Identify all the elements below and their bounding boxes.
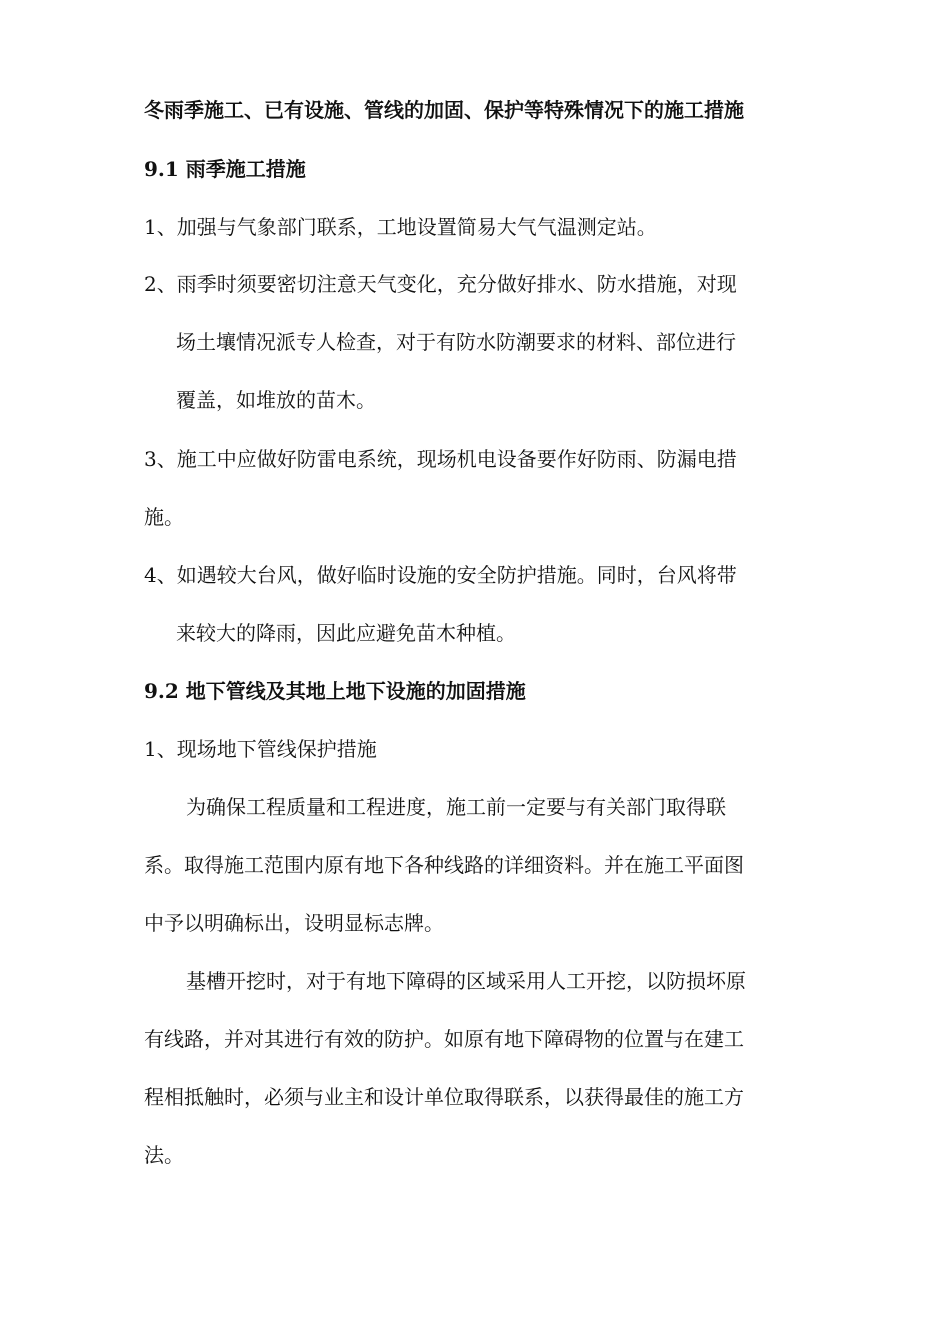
paragraph-1-line-1: 为确保工程质量和工程进度，施工前一定要与有关部门取得联 [186, 795, 726, 819]
document-title: 冬雨季施工、已有设施、管线的加固、保护等特殊情况下的施工措施 [144, 98, 744, 122]
subsection-item-1: 1、现场地下管线保护措施 [144, 737, 377, 761]
list-item-3-line-1: 3、施工中应做好防雷电系统，现场机电设备要作好防雨、防漏电措 [144, 447, 737, 471]
paragraph-1-line-2: 系。取得施工范围内原有地下各种线路的详细资料。并在施工平面图 [144, 853, 744, 877]
paragraph-2-line-3: 程相抵触时，必须与业主和设计单位取得联系，以获得最佳的施工方 [144, 1085, 744, 1109]
paragraph-2-line-4: 法。 [144, 1143, 184, 1167]
list-item-4-line-2: 来较大的降雨，因此应避免苗木种植。 [176, 621, 516, 645]
paragraph-1-line-3: 中予以明确标出，设明显标志牌。 [144, 911, 444, 935]
paragraph-2-line-1: 基槽开挖时，对于有地下障碍的区域采用人工开挖，以防损坏原 [186, 969, 746, 993]
list-item-2-line-1: 2、雨季时须要密切注意天气变化，充分做好排水、防水措施，对现 [144, 272, 737, 296]
paragraph-2-line-2: 有线路，并对其进行有效的防护。如原有地下障碍物的位置与在建工 [144, 1027, 744, 1051]
section-heading-9-2: 9.2 地下管线及其地上地下设施的加固措施 [144, 679, 526, 703]
list-item-3-line-2: 施。 [144, 505, 184, 529]
list-item-2-line-3: 覆盖，如堆放的苗木。 [176, 388, 376, 412]
list-item-4-line-1: 4、如遇较大台风，做好临时设施的安全防护措施。同时，台风将带 [144, 563, 737, 587]
list-item-1: 1、加强与气象部门联系，工地设置简易大气气温测定站。 [144, 215, 657, 239]
section-heading-9-1: 9.1 雨季施工措施 [144, 157, 306, 181]
list-item-2-line-2: 场土壤情况派专人检查，对于有防水防潮要求的材料、部位进行 [176, 330, 736, 354]
